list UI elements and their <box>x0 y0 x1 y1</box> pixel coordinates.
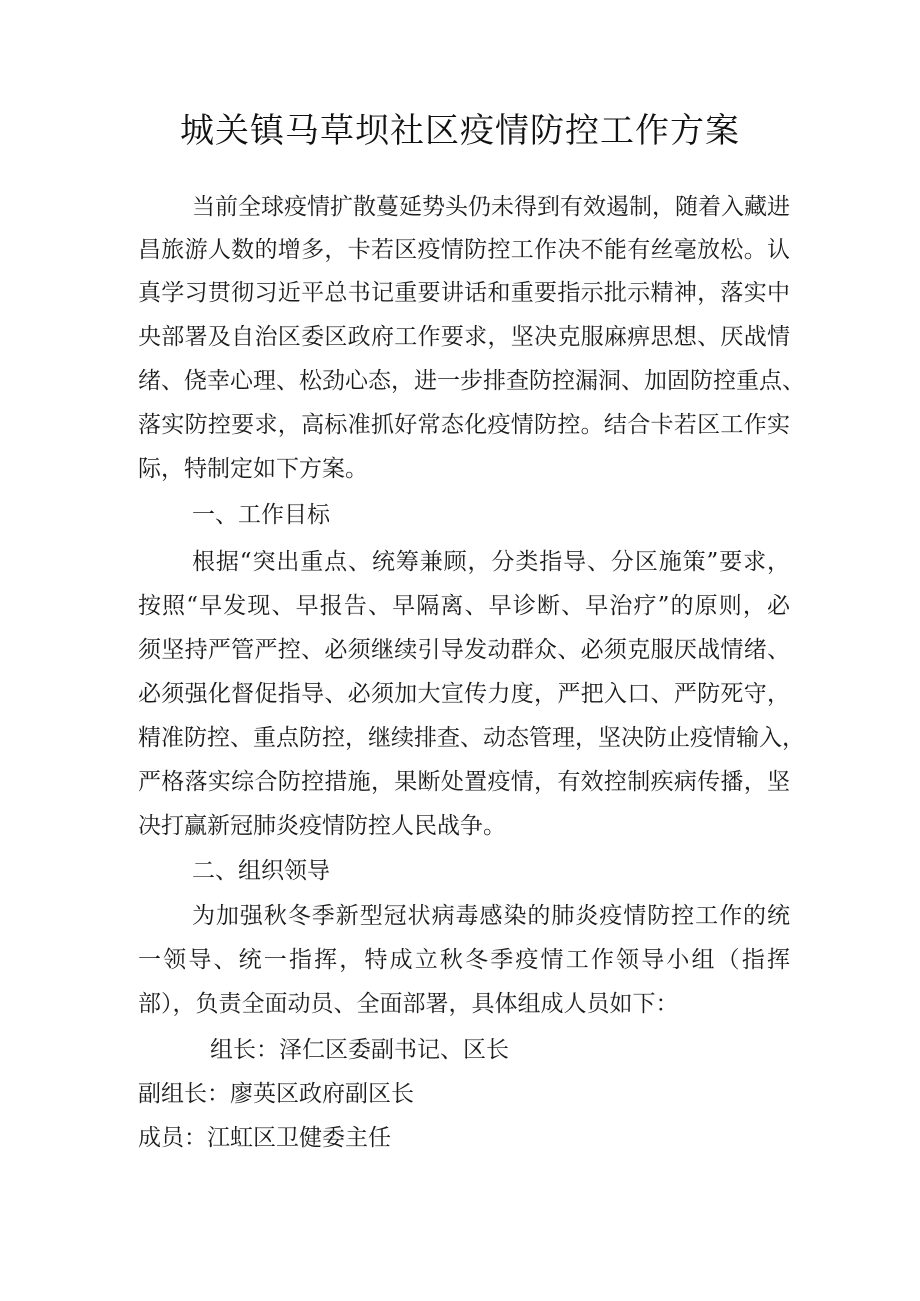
paragraph-1-line: 昌旅游人数的增多，卡若区疫情防控工作决不能有丝毫放松。认 <box>138 237 790 263</box>
paragraph-1-line: 绪、侥幸心理、松劲心态，进一步排查防控漏洞、加固防控重点、 <box>138 368 805 394</box>
paragraph-2-line: 根据“突出重点、统筹兼顾，分类指导、分区施策”要求， <box>192 549 790 575</box>
member-deputy-leader: 副组长：廖英区政府副区长 <box>138 1081 414 1107</box>
paragraph-2-line: 必须强化督促指导、必须加大宣传力度，严把入口、严防死守， <box>138 681 790 707</box>
paragraph-1-line: 真学习贯彻习近平总书记重要讲话和重要指示批示精神，落实中 <box>138 280 790 306</box>
paragraph-1-line: 落实防控要求，高标准抓好常态化疫情防控。结合卡若区工作实 <box>138 412 790 438</box>
paragraph-2-line: 精准防控、重点防控，继续排查、动态管理，坚决防止疫情输入， <box>138 725 805 751</box>
document-title: 城关镇马草坝社区疫情防控工作方案 <box>180 111 740 151</box>
paragraph-1-line: 央部署及自治区委区政府工作要求，坚决克服麻痹思想、厌战情 <box>138 324 790 350</box>
paragraph-3-line: 部），负责全面动员、全面部署，具体组成人员如下： <box>138 991 679 1017</box>
paragraph-2-line: 须坚持严管严控、必须继续引导发动群众、必须克服厌战情绪、 <box>138 637 790 663</box>
paragraph-2-line: 决打赢新冠肺炎疫情防控人民战争。 <box>138 813 506 839</box>
paragraph-2-line: 严格落实综合防控措施，果断处置疫情，有效控制疾病传播，坚 <box>138 769 790 795</box>
member-member: 成员：江虹区卫健委主任 <box>138 1125 391 1151</box>
paragraph-3-line: 一领导、统一指挥，特成立秋冬季疫情工作领导小组（指挥 <box>138 947 790 973</box>
paragraph-3-line: 为加强秋冬季新型冠状病毒感染的肺炎疫情防控工作的统 <box>192 903 790 929</box>
paragraph-2-line: 按照“早发现、早报告、早隔离、早诊断、早治疗”的原则，必 <box>138 593 790 619</box>
paragraph-1-line: 际，特制定如下方案。 <box>138 456 368 482</box>
member-leader: 组长：泽仁区委副书记、区长 <box>210 1037 509 1063</box>
paragraph-1-line: 当前全球疫情扩散蔓延势头仍未得到有效遏制，随着入藏进 <box>192 194 790 220</box>
section-heading-goals: 一、工作目标 <box>192 502 330 528</box>
section-heading-leadership: 二、组织领导 <box>192 858 330 884</box>
